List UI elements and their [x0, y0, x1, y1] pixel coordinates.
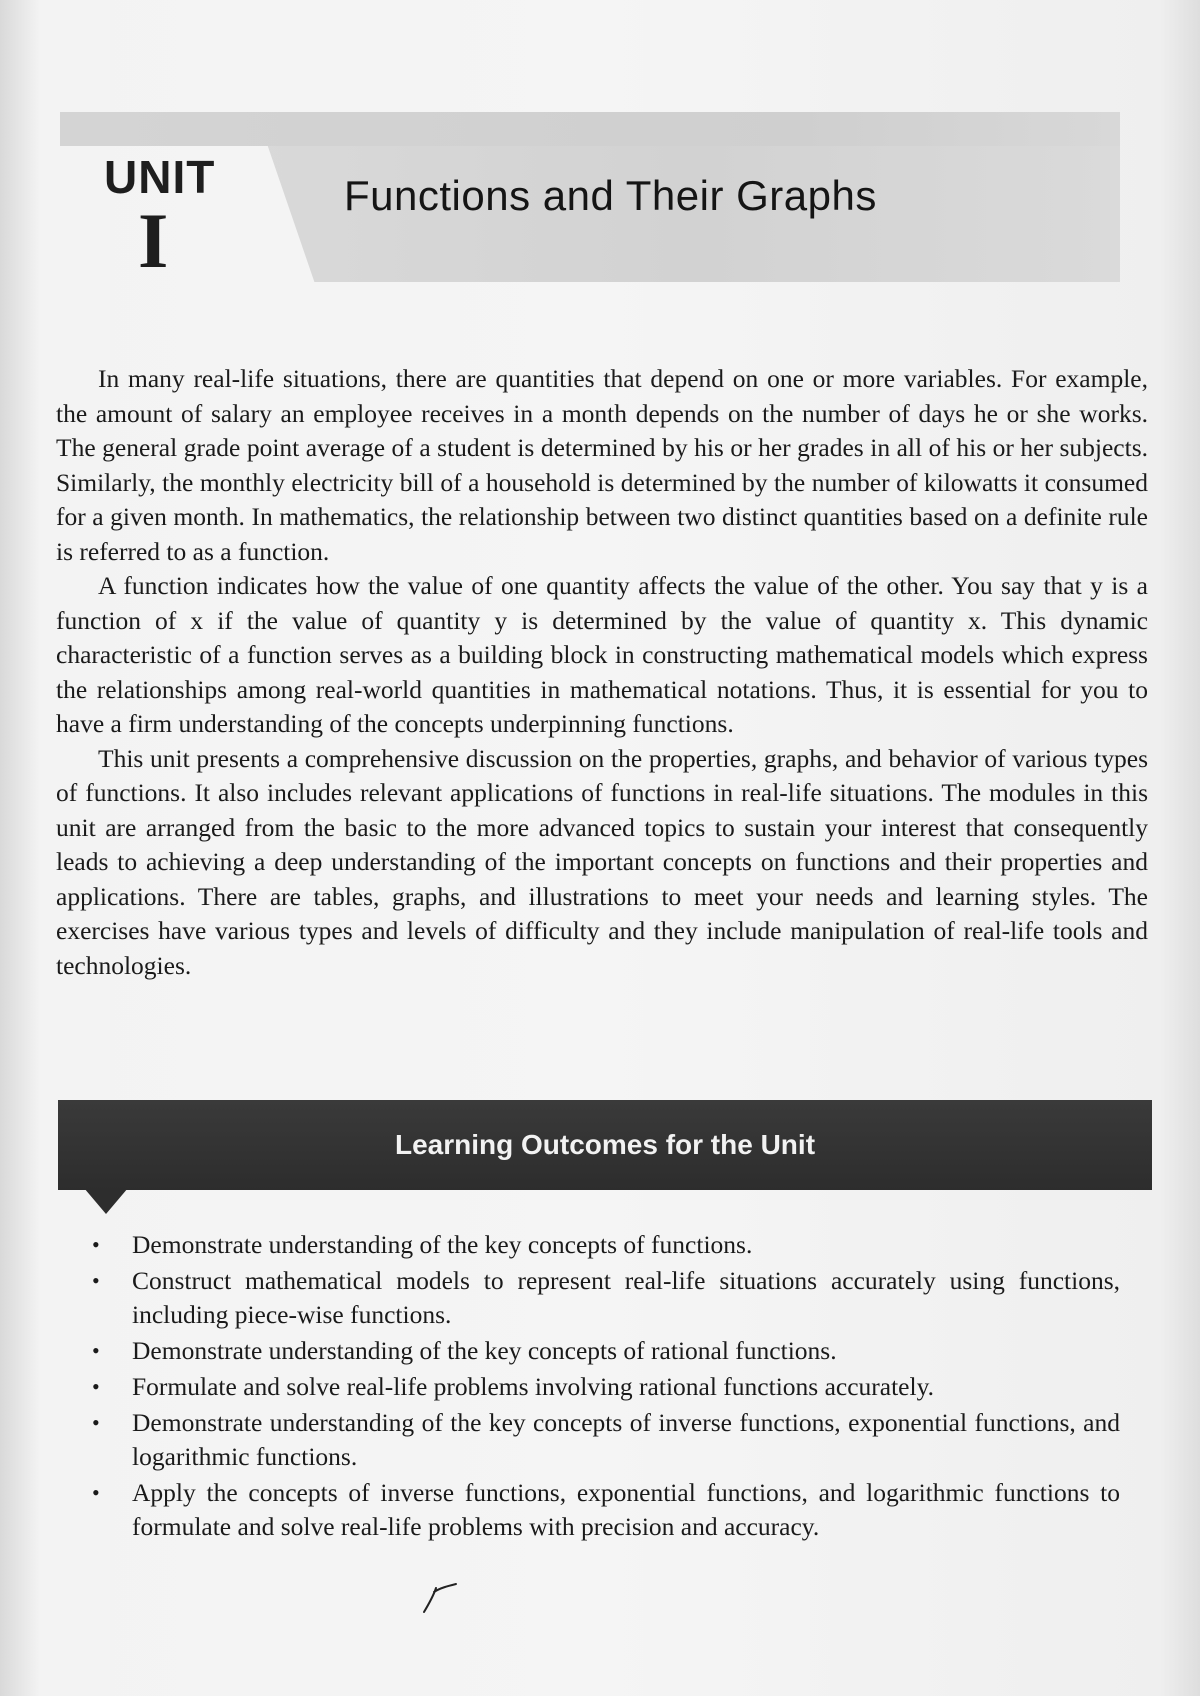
learning-outcomes-heading: Learning Outcomes for the Unit — [394, 1129, 816, 1160]
list-item — [88, 1334, 1120, 1368]
intro-section — [56, 362, 1148, 983]
list-item — [88, 1228, 1120, 1262]
unit-label: UNIT — [104, 151, 216, 203]
list-item — [88, 1476, 1120, 1544]
list-item-text: Construct mathematical models to represent real-life situations accurately using functions, including piece-wise functions. — [132, 1266, 1120, 1329]
list-item — [88, 1264, 1120, 1332]
list-item — [88, 1406, 1120, 1474]
list-item-text: Demonstrate understanding of the key concepts of functions. — [132, 1230, 753, 1259]
list-item-text: Demonstrate understanding of the key concepts of rational functions. — [132, 1336, 837, 1365]
bullet-icon: • — [92, 1374, 100, 1399]
unit-number: I — [138, 197, 169, 284]
learning-outcomes-notch — [84, 1188, 128, 1214]
unit-title: Functions and Their Graphs — [344, 172, 877, 219]
list-item-text: Apply the concepts of inverse functions, exponential functions, and logarithmic functions to formulate and solve real-life problems with precision and accuracy. — [132, 1478, 1120, 1541]
list-item — [88, 1370, 1120, 1404]
learning-outcomes-list — [88, 1228, 1120, 1546]
intro-paragraph-3: This unit presents a comprehensive discussion on the properties, graphs, and behavior of various types of functions. It also includes relevant applications of functions in real-life situations. The modules in this unit are arranged from the basic to the more advanced topics to sustain your interest that consequently leads to achieving a deep understanding of the important concepts on functions and their properties and applications. There are tables, graphs, and illustrations to meet your needs and learning styles. The exercises have various types and levels of difficulty and they include manipulation of real-life tools and technologies. — [56, 743, 1148, 980]
bullet-icon: • — [92, 1410, 100, 1435]
header-top-strip — [60, 112, 1120, 146]
intro-paragraph-1: In many real-life situations, there are quantities that depend on one or more variables. For example, the amount of salary an employee receives in a month depends on the number of days he or she works. The general grade point average of a student is determined by his or her grades in all of his or her subjects. Similarly, the monthly electricity bill of a household is determined by the number of kilowatts it consumed for a given month. In mathematics, the relationship between two distinct quantities based on a definite rule is referred to as a function. — [56, 364, 1148, 566]
pen-mark-icon — [420, 1582, 460, 1614]
bullet-icon: • — [92, 1338, 100, 1363]
list-item-text: Demonstrate understanding of the key concepts of inverse functions, exponential functions, and logarithmic functions. — [132, 1408, 1120, 1471]
bullet-icon: • — [92, 1268, 100, 1293]
bullet-icon: • — [92, 1480, 100, 1505]
bullet-icon: • — [92, 1232, 100, 1257]
intro-paragraph-2: A function indicates how the value of one quantity affects the value of the other. You say that y is a function of x if the value of quantity y is determined by the value of quantity x. This dynamic characteristic of a function serves as a building block in constructing mathematical models which express the relationships among real-world quantities in mathematical notations. Thus, it is essential for you to have a firm understanding of the concepts underpinning functions. — [56, 571, 1148, 738]
list-item-text: Formulate and solve real-life problems involving rational functions accurately. — [132, 1372, 935, 1401]
